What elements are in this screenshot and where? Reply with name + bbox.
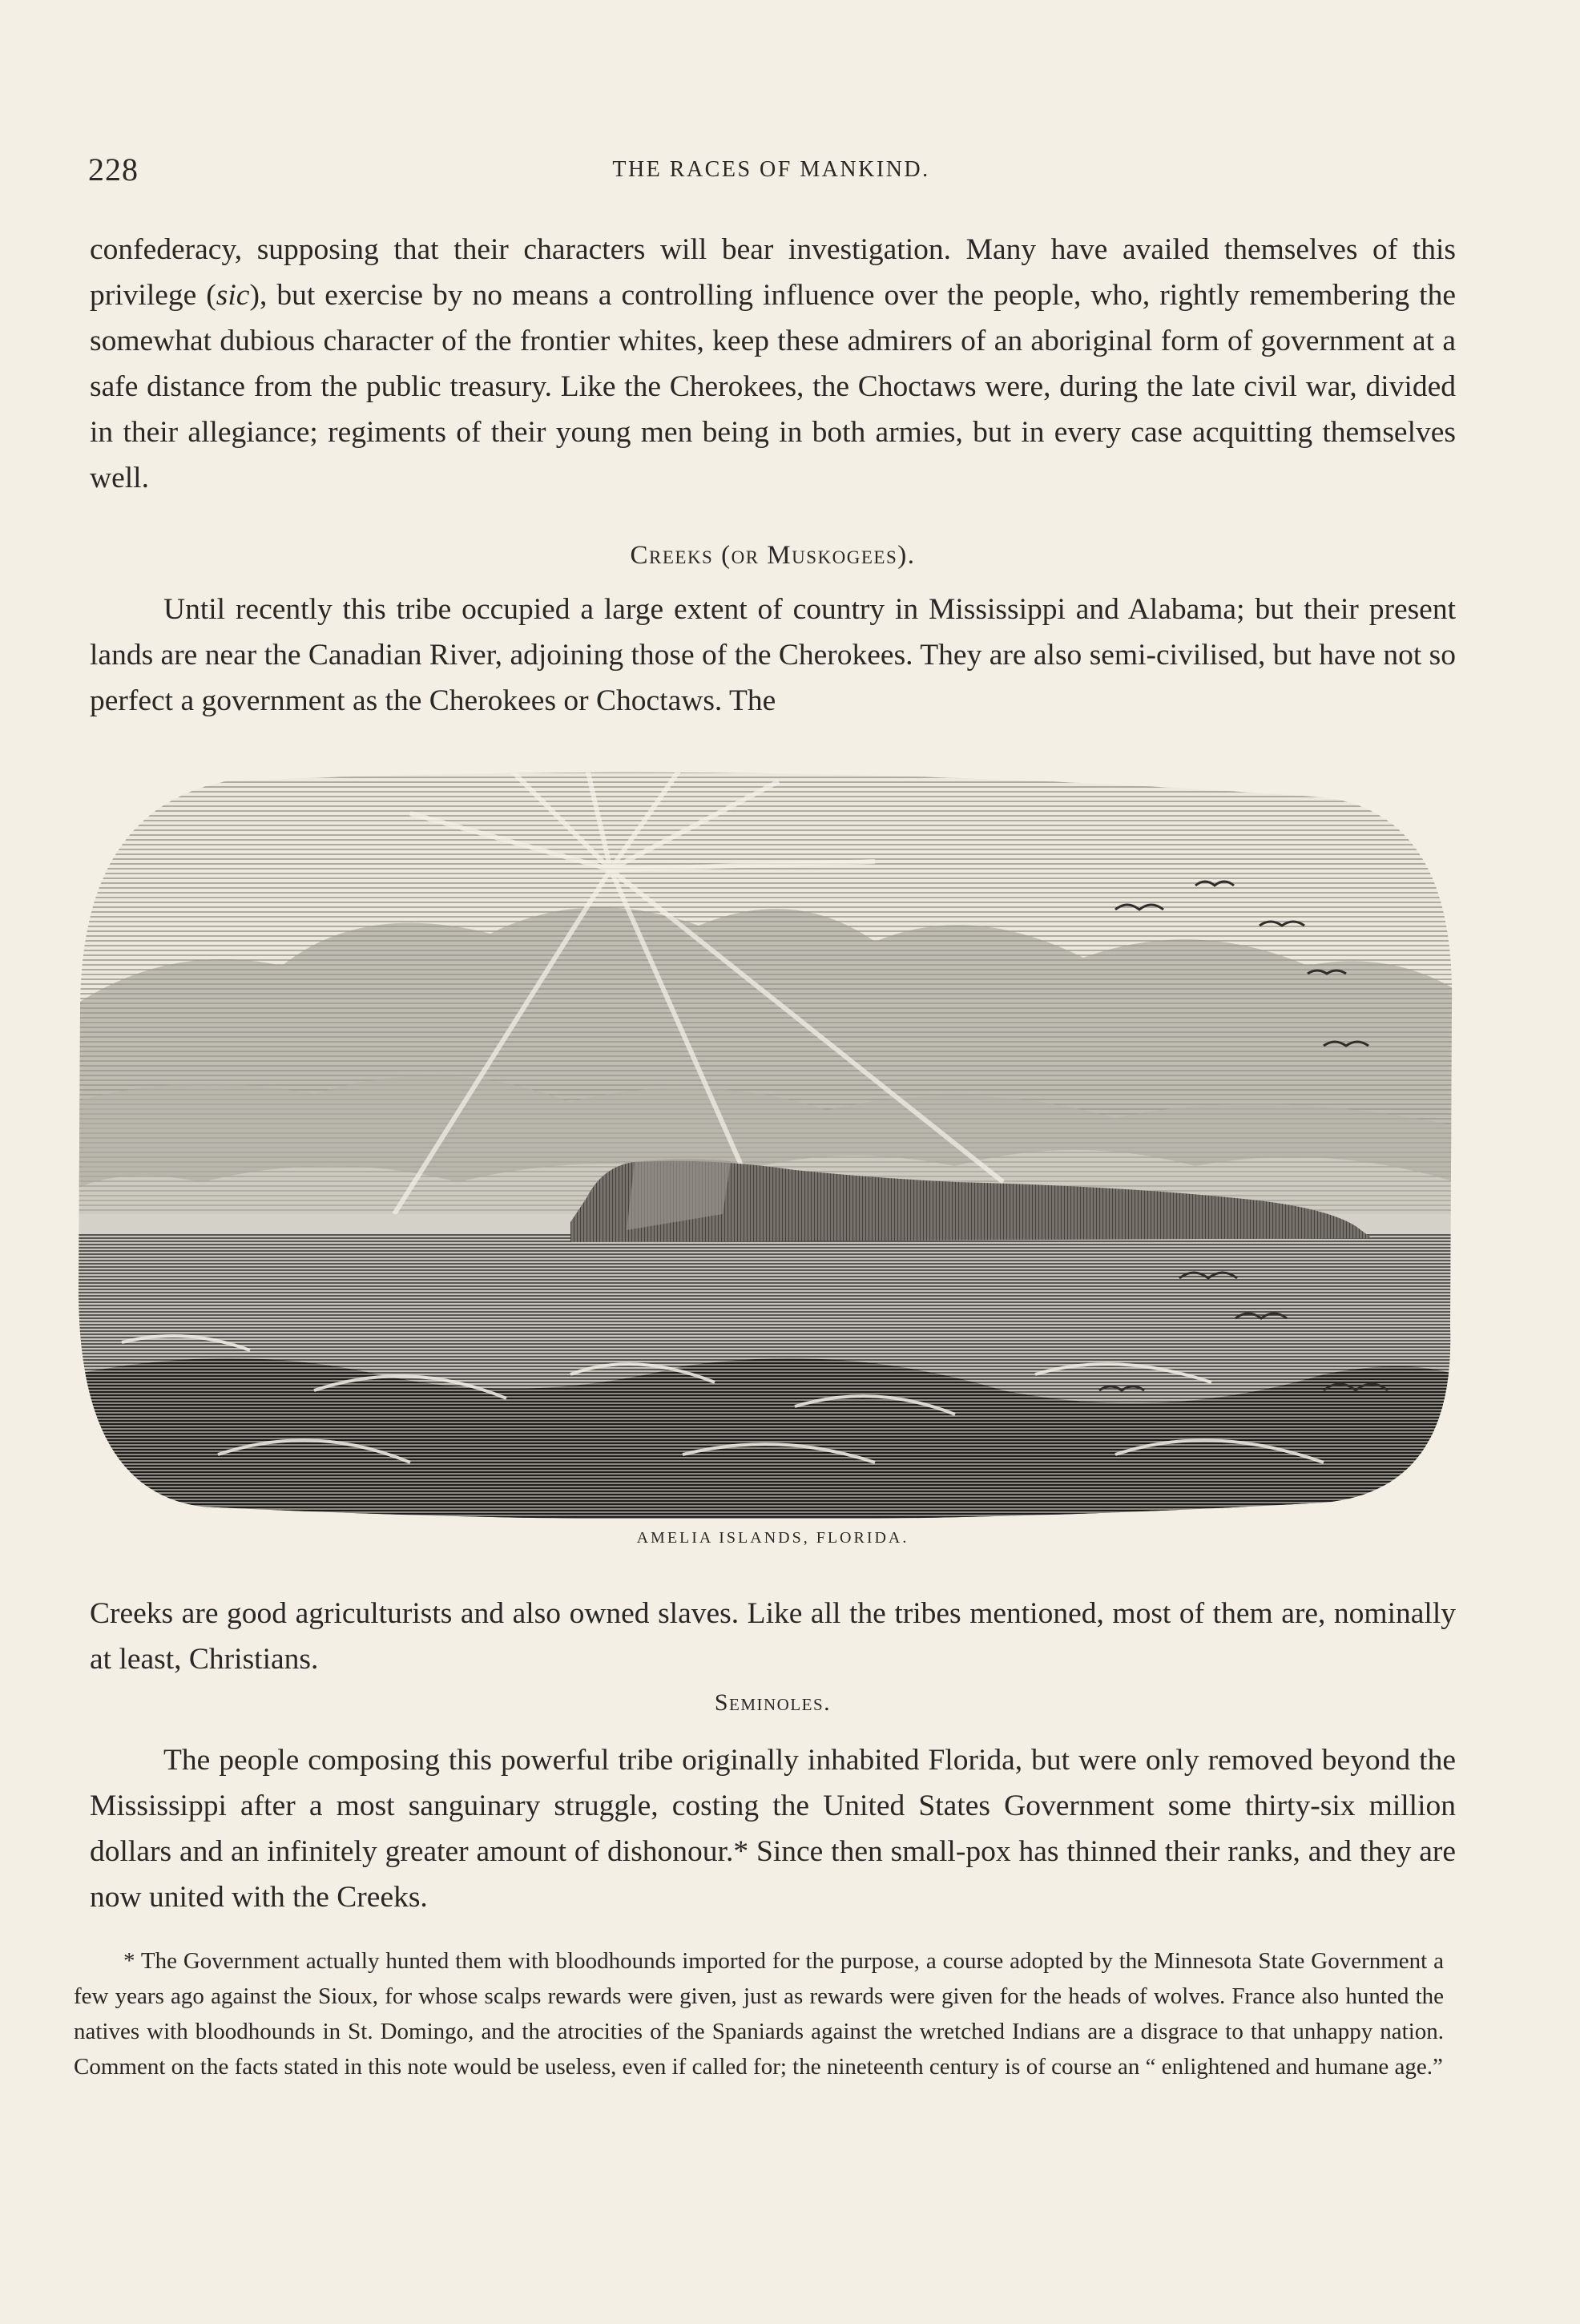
running-title: THE RACES OF MANKIND.	[612, 157, 930, 182]
footnote-text: * The Government actually hunted them with bloodhounds imported for the purpose, a course adopted by the Minnesota State Government a few years ago against the Sioux, for whose scalps rewards were given, just as rewards were given for the heads of wolves. France also hunted the natives with bloodhounds in St. Domingo, and the atrocities of the Spaniards against the wretched Indians are a disgrace to that unhappy nation. Comment on the facts stated in this note would be useless, even if called for; the nineteenth century is of course an “ enlightened and humane age.”	[74, 1948, 1444, 2080]
engraving-amelia-islands	[74, 765, 1456, 1519]
paragraph-seminoles	[90, 1737, 1456, 1920]
paragraph-choctaws	[90, 227, 1456, 501]
footnote	[74, 1943, 1444, 2084]
page-number: 228	[88, 151, 139, 188]
paragraph-creeks-continued	[90, 1591, 1456, 1682]
sic-annotation: sic	[216, 279, 250, 312]
paragraph-creeks-intro	[90, 587, 1456, 724]
section-heading-creeks: Creeks (or Muskogees).	[630, 541, 916, 570]
paragraph-text: ), but exercise by no means a controlling influence over the people, who, rightly remembering the somewhat dubious character of the frontier whites, keep these admirers of an aboriginal form of government at a safe distance from the public treasury. Like the Cherokees, the Choctaws were, during the late civil war, divided in their allegiance; regiments of their young men being in both armies, but in every case acquitting themselves well.	[90, 279, 1456, 494]
paragraph-text: Until recently this tribe occupied a large extent of country in Mississippi and Alabama; but their present lands are near the Canadian River, adjoining those of the Cherokees. They are also semi-civilised, but have not so perfect a government as the Cherokees or Choctaws. The	[90, 593, 1456, 717]
paragraph-text: confederacy, supposing that their characters will bear investigation. Many have availed themselves of this privilege (	[90, 233, 1456, 312]
running-head	[88, 151, 1454, 191]
paragraph-text: Creeks are good agriculturists and also owned slaves. Like all the tribes mentioned, most of them are, nominally at least, Christians.	[90, 1597, 1456, 1676]
illustration-caption: AMELIA ISLANDS, FLORIDA.	[636, 1529, 909, 1547]
section-heading-seminoles: Seminoles.	[714, 1689, 832, 1716]
paragraph-text: The people composing this powerful tribe originally inhabited Florida, but were only removed beyond the Mississippi after a most sanguinary struggle, costing the United States Government some thirty-six million dollars and an infinitely greater amount of dishonour.* Since then small-pox has thinned their ranks, and they are now united with the Creeks.	[90, 1744, 1456, 1914]
